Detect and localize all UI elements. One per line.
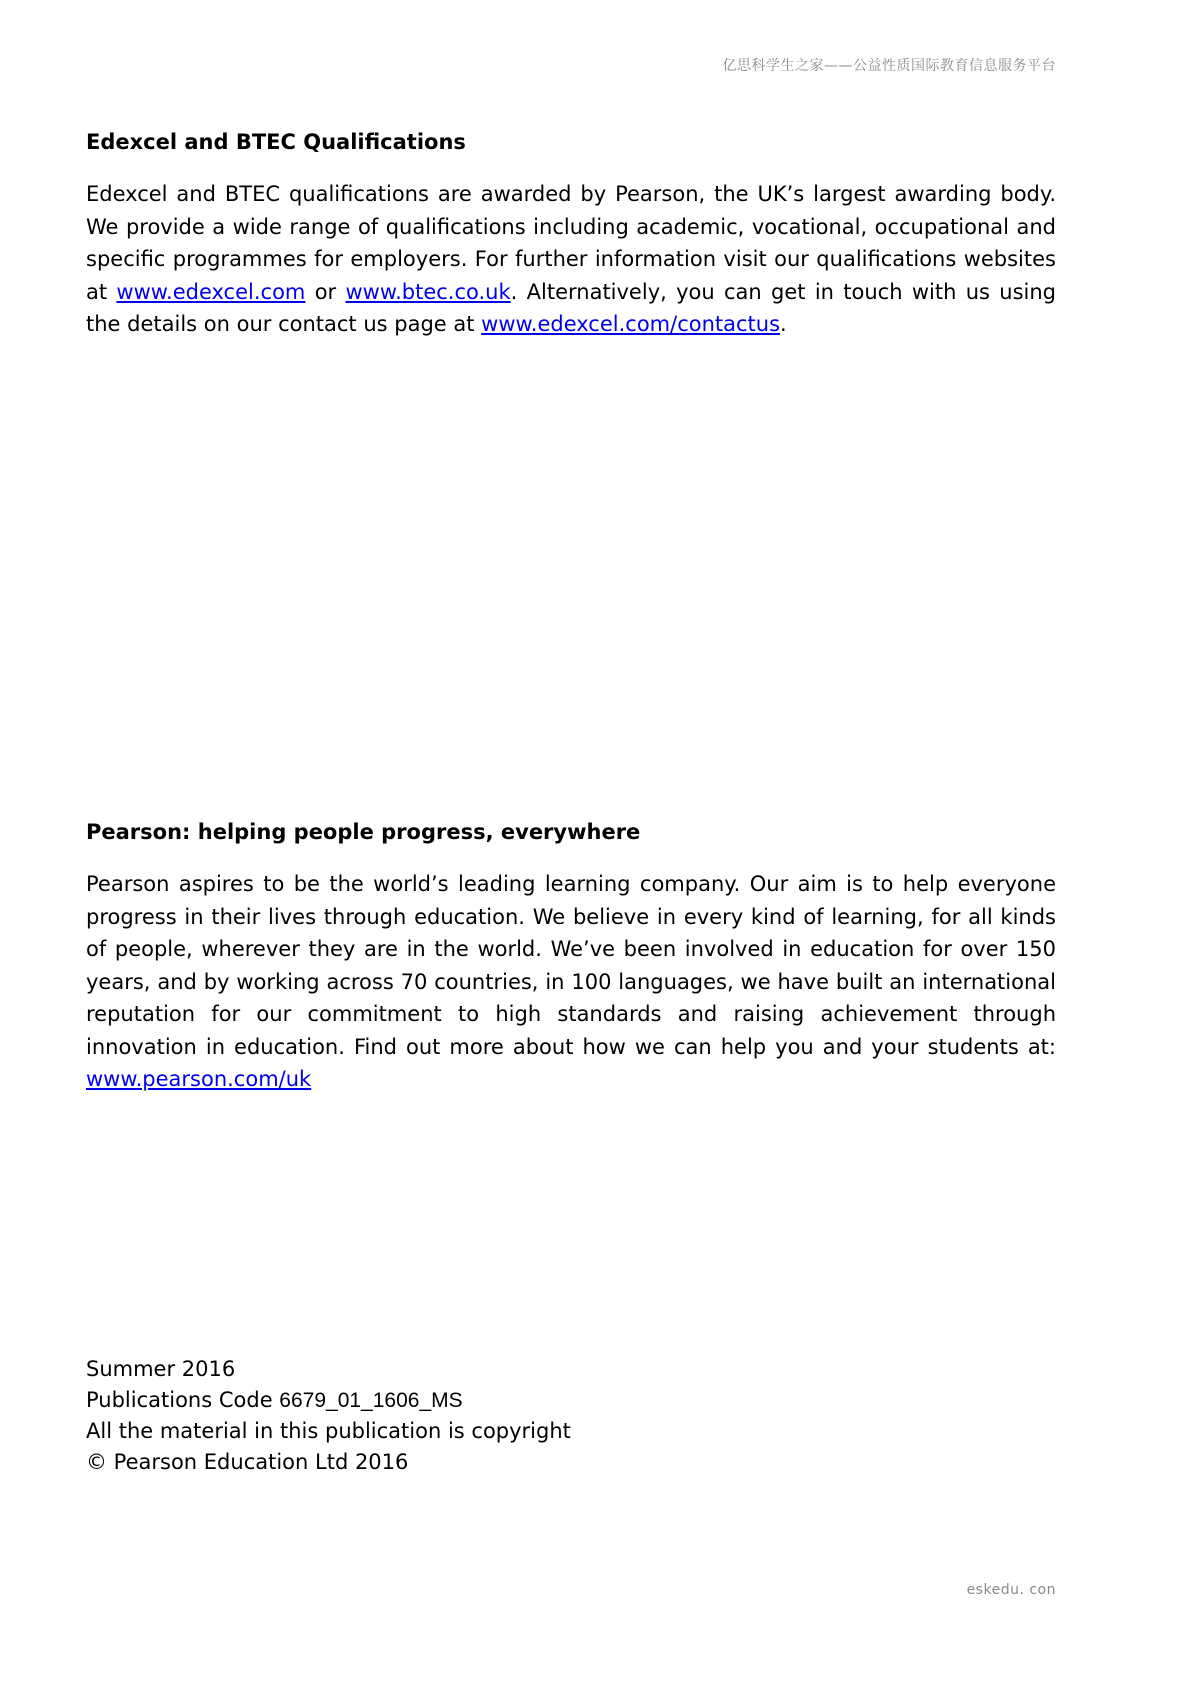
btec-link[interactable]: www.btec.co.uk [345, 279, 511, 304]
section-paragraph [86, 178, 1056, 341]
edexcel-btec-section [86, 128, 1056, 341]
edexcel-link[interactable]: www.edexcel.com [116, 279, 306, 304]
watermark-footer-text: eskedu. con [966, 1582, 1056, 1598]
copyright-statement: All the material in this publication is copyright [86, 1419, 571, 1443]
paragraph-text: . Alternatively, you can get in touch with us using the details on our contact us page at [86, 279, 1056, 336]
season-text: Summer 2016 [86, 1357, 236, 1381]
section-paragraph [86, 868, 1056, 1096]
publications-code-label: Publications Code [86, 1388, 280, 1412]
publications-code-value: 6679_01_1606_MS [279, 1389, 463, 1412]
publications-code-line [86, 1385, 571, 1416]
paragraph-text: Pearson aspires to be the world’s leading learning company. Our aim is to help everyone progress in their lives through education. We believe in every kind of learning, for all kinds of people, wherever they are in the world. We’ve been involved in education for over 150 years, and by working across 70 countries, in 100 languages, we have built an international reputation for our commitment to high standards and raising achievement through innovation in education. Find out more about how we can help you and your students at: [86, 872, 1056, 1059]
contact-us-link[interactable]: www.edexcel.com/contactus [481, 312, 781, 336]
publication-footer [86, 1354, 571, 1478]
pearson-section [86, 818, 1056, 1096]
paragraph-text: . [780, 312, 787, 336]
watermark-header-text: 亿思科学生之家——公益性质国际教育信息服务平台 [722, 58, 1056, 74]
paragraph-text: or [305, 279, 346, 304]
paragraph-text: Edexcel and BTEC qualifications are awarded by Pearson, the UK’s largest awarding body. We provide a wide range of qualifications including academic, vocational, occupational and specific programmes for employers. For further information visit our qualifications websites at [86, 182, 1056, 304]
section-heading: Edexcel and BTEC Qualifications [86, 130, 466, 154]
pearson-link[interactable]: www.pearson.com/uk [86, 1067, 312, 1091]
copyright-notice: © Pearson Education Ltd 2016 [86, 1450, 409, 1474]
section-heading: Pearson: helping people progress, everywhere [86, 820, 641, 844]
